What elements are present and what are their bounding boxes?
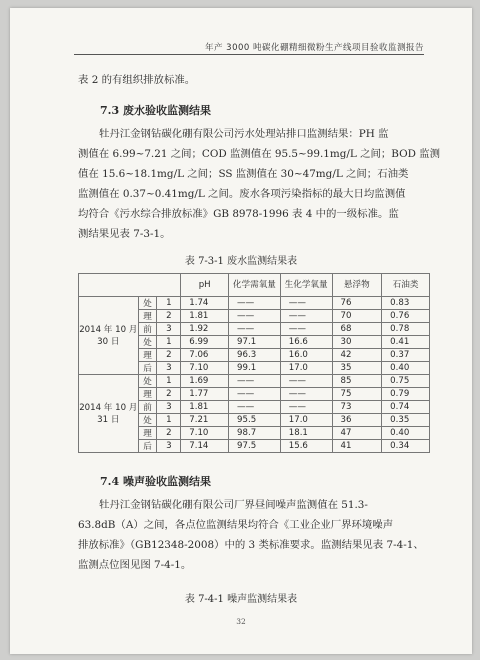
value-cell: 6.99 — [181, 336, 229, 349]
paragraph-line: 测结果见表 7-3-1。 — [78, 228, 171, 240]
value-cell: 0.74 — [382, 401, 430, 414]
header-cell-cod: 化学需氧量 — [229, 274, 281, 297]
value-cell: 7.10 — [181, 427, 229, 440]
sample-number-cell: 3 — [157, 362, 181, 375]
intro-line: 表 2 的有组织排放标准。 — [78, 74, 196, 86]
value-cell: —— — [280, 388, 332, 401]
sample-number-cell: 3 — [157, 401, 181, 414]
section-7-3-paragraph — [78, 124, 441, 244]
value-cell: 0.41 — [382, 336, 430, 349]
report-page — [10, 8, 472, 654]
stage-cell: 处 — [138, 297, 157, 310]
value-cell: 75 — [332, 388, 382, 401]
table-row — [79, 375, 430, 388]
value-cell: —— — [229, 310, 281, 323]
value-cell: —— — [229, 323, 281, 336]
value-cell: —— — [280, 375, 332, 388]
value-cell: 0.75 — [382, 375, 430, 388]
table-header-row — [79, 274, 430, 297]
value-cell: 1.81 — [181, 401, 229, 414]
paragraph-line: 63.8dB（A）之间，各点位监测结果均符合《工业企业厂界环境噪声 — [78, 519, 394, 531]
table-row — [79, 297, 430, 310]
value-cell: —— — [229, 375, 281, 388]
section-7-3-heading: 7.3 废水验收监测结果 — [100, 104, 211, 117]
value-cell: —— — [280, 297, 332, 310]
sample-number-cell: 3 — [157, 440, 181, 453]
value-cell: 76 — [332, 297, 382, 310]
stage-cell: 后 — [138, 362, 157, 375]
stage-cell: 前 — [138, 323, 157, 336]
value-cell: 0.40 — [382, 362, 430, 375]
header-cell-oil: 石油类 — [382, 274, 430, 297]
paragraph-line: 监测点位图见图 7-4-1。 — [78, 559, 192, 571]
value-cell: 1.74 — [181, 297, 229, 310]
date-cell: 2014 年 10 月 31 日 — [79, 375, 139, 453]
value-cell: —— — [229, 401, 281, 414]
value-cell: 96.3 — [229, 349, 281, 362]
intro-paragraph — [78, 70, 428, 90]
value-cell: 1.81 — [181, 310, 229, 323]
value-cell: 1.77 — [181, 388, 229, 401]
sample-number-cell: 1 — [157, 375, 181, 388]
value-cell: 16.6 — [280, 336, 332, 349]
sample-number-cell: 2 — [157, 427, 181, 440]
stage-cell: 处 — [138, 336, 157, 349]
stage-cell: 前 — [138, 401, 157, 414]
paragraph-line: 排放标准》（GB12348-2008）中的 3 类标准要求。监测结果见表 7-4-1、 — [78, 539, 424, 551]
value-cell: 0.37 — [382, 349, 430, 362]
value-cell: 0.40 — [382, 427, 430, 440]
value-cell: 85 — [332, 375, 382, 388]
value-cell: 98.7 — [229, 427, 281, 440]
stage-cell: 处 — [138, 414, 157, 427]
value-cell: —— — [280, 401, 332, 414]
sample-number-cell: 2 — [157, 349, 181, 362]
value-cell: 97.1 — [229, 336, 281, 349]
paragraph-line: 牡丹江金钢钻碳化硼有限公司污水处理站排口监测结果：PH 监 — [99, 128, 389, 140]
value-cell: —— — [229, 297, 281, 310]
value-cell: 97.5 — [229, 440, 281, 453]
paragraph-line: 监测值在 0.37~0.41mg/L 之间。废水各项污染指标的最大日均监测值 — [78, 188, 406, 200]
sample-number-cell: 1 — [157, 297, 181, 310]
header-rule — [74, 54, 424, 55]
table-7-4-1-caption: 表 7-4-1 噪声监测结果表 — [184, 594, 298, 605]
value-cell: 15.6 — [280, 440, 332, 453]
sample-number-cell: 2 — [157, 388, 181, 401]
value-cell: 17.0 — [280, 414, 332, 427]
value-cell: 36 — [332, 414, 382, 427]
value-cell: 73 — [332, 401, 382, 414]
value-cell: 0.79 — [382, 388, 430, 401]
value-cell: —— — [229, 388, 281, 401]
stage-cell: 理 — [138, 388, 157, 401]
value-cell: 42 — [332, 349, 382, 362]
paragraph-line: 牡丹江金钢钻碳化硼有限公司厂界昼间噪声监测值在 51.3- — [99, 499, 368, 511]
stage-cell: 理 — [138, 427, 157, 440]
header-cell-ph: pH — [181, 274, 229, 297]
value-cell: 7.14 — [181, 440, 229, 453]
value-cell: 0.35 — [382, 414, 430, 427]
section-7-4-paragraph — [78, 495, 428, 575]
value-cell: 1.69 — [181, 375, 229, 388]
page-number: 32 — [236, 617, 246, 626]
value-cell: 18.1 — [280, 427, 332, 440]
header-cell-ss: 悬浮物 — [332, 274, 382, 297]
sample-number-cell: 2 — [157, 310, 181, 323]
sample-number-cell: 1 — [157, 414, 181, 427]
header-cell-blank — [79, 274, 181, 297]
sample-number-cell: 3 — [157, 323, 181, 336]
value-cell: 0.76 — [382, 310, 430, 323]
date-cell: 2014 年 10 月 30 日 — [79, 297, 139, 375]
value-cell: 0.83 — [382, 297, 430, 310]
stage-cell: 理 — [138, 310, 157, 323]
section-7-4-heading: 7.4 噪声验收监测结果 — [100, 475, 211, 488]
sample-number-cell: 1 — [157, 336, 181, 349]
table-body — [79, 297, 430, 453]
value-cell: 47 — [332, 427, 382, 440]
value-cell: 0.34 — [382, 440, 430, 453]
paragraph-line: 均符合《污水综合排放标准》GB 8978-1996 表 4 中的一级标准。监 — [78, 208, 399, 220]
stage-cell: 后 — [138, 440, 157, 453]
value-cell: 16.0 — [280, 349, 332, 362]
value-cell: 7.06 — [181, 349, 229, 362]
value-cell: 7.21 — [181, 414, 229, 427]
stage-cell: 理 — [138, 349, 157, 362]
value-cell: —— — [280, 323, 332, 336]
value-cell: 68 — [332, 323, 382, 336]
table-7-3-1-caption: 表 7-3-1 废水监测结果表 — [184, 256, 298, 267]
value-cell: —— — [280, 310, 332, 323]
value-cell: 35 — [332, 362, 382, 375]
header-cell-bod: 生化学氧量 — [280, 274, 332, 297]
value-cell: 95.5 — [229, 414, 281, 427]
value-cell: 1.92 — [181, 323, 229, 336]
paragraph-line: 测值在 6.99~7.21 之间；COD 监测值在 95.5~99.1mg/L 之间；BOD 监测 — [78, 148, 441, 160]
value-cell: 7.10 — [181, 362, 229, 375]
value-cell: 99.1 — [229, 362, 281, 375]
value-cell: 41 — [332, 440, 382, 453]
wastewater-results-table — [78, 273, 430, 453]
stage-cell: 处 — [138, 375, 157, 388]
value-cell: 17.0 — [280, 362, 332, 375]
value-cell: 70 — [332, 310, 382, 323]
running-header: 年产 3000 吨碳化硼精细微粉生产线项目验收监测报告 — [204, 43, 424, 53]
value-cell: 30 — [332, 336, 382, 349]
value-cell: 0.78 — [382, 323, 430, 336]
paragraph-line: 值在 15.6~18.1mg/L 之间；SS 监测值在 30~47mg/L 之间；石油类 — [78, 168, 409, 180]
